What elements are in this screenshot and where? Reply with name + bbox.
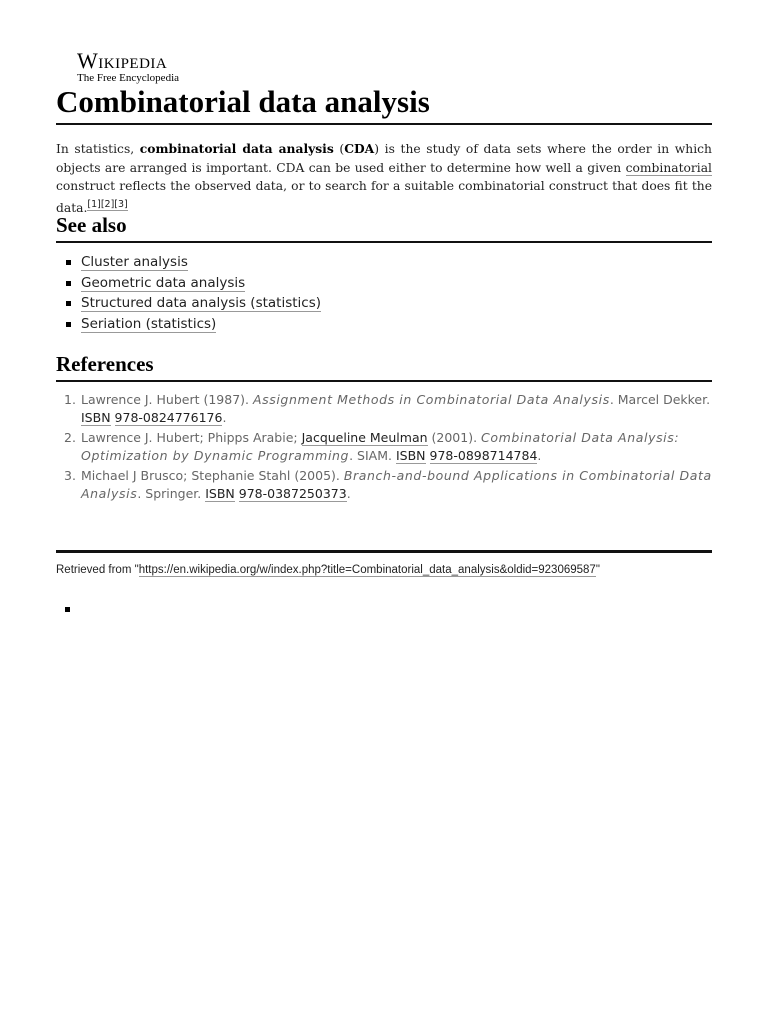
- isbn-number-link[interactable]: 978-0387250373: [238, 485, 347, 501]
- intro-text: In statistics,: [56, 142, 140, 156]
- list-item: [56, 314, 321, 335]
- intro-text: (: [333, 142, 345, 156]
- reference-title: Assignment Methods in Combinatorial Data Analysis: [252, 392, 610, 407]
- author-link[interactable]: Jacqueline Meulman: [301, 430, 428, 445]
- reference-number: 2.: [64, 430, 76, 445]
- reference-number: 1.: [64, 392, 76, 407]
- see-also-divider: [56, 241, 712, 243]
- footer-divider: [56, 550, 712, 553]
- citation-link-text[interactable]: [1][2][3]: [87, 198, 128, 210]
- isbn-link[interactable]: ISBN: [205, 485, 235, 501]
- see-also-list: [56, 252, 321, 334]
- reference-authors: Lawrence J. Hubert; Phipps Arabie;: [81, 430, 302, 445]
- bullet-icon: [66, 322, 71, 327]
- logo-wordmark: Wikipedia: [77, 48, 168, 73]
- isbn-number-link[interactable]: 978-0898714784: [429, 447, 538, 463]
- reference-publisher: . Springer.: [137, 485, 206, 501]
- reference-end: .: [222, 409, 227, 425]
- reference-number: 3.: [64, 468, 76, 483]
- see-also-link[interactable]: Cluster analysis: [81, 254, 188, 270]
- see-also-heading: See also: [56, 213, 127, 237]
- combinatorial-link[interactable]: combinatorial: [625, 160, 712, 175]
- reference-item: [56, 391, 712, 426]
- intro-paragraph: [56, 140, 712, 217]
- page-title: Combinatorial data analysis: [56, 84, 430, 119]
- bullet-icon: [66, 301, 71, 306]
- wikipedia-logo[interactable]: [77, 50, 179, 85]
- references-heading: References: [56, 352, 154, 376]
- references-list: [56, 391, 712, 505]
- source-url-link[interactable]: https://en.wikipedia.org/w/index.php?title=Combinatorial_data_analysis&oldid=923069587: [138, 564, 596, 576]
- see-also-link[interactable]: Structured data analysis (statistics): [81, 295, 322, 311]
- isbn-number-link[interactable]: 978-0824776176: [114, 409, 223, 425]
- reference-publisher: . Marcel Dekker.: [609, 392, 711, 407]
- reference-publisher: . SIAM.: [349, 447, 396, 463]
- citation-links[interactable]: [87, 199, 127, 211]
- reference-item: [56, 429, 712, 464]
- bullet-icon: [66, 260, 71, 265]
- reference-item: [56, 467, 712, 502]
- reference-authors: Lawrence J. Hubert (1987).: [81, 392, 253, 407]
- list-item: [56, 252, 321, 273]
- intro-bold-abbr: CDA: [344, 141, 375, 156]
- references-divider: [56, 380, 712, 382]
- reference-end: .: [346, 485, 351, 501]
- bullet-icon: [66, 281, 71, 286]
- bullet-icon: [65, 607, 70, 612]
- retrieved-from: [56, 564, 600, 576]
- reference-title: Branch-and-bound Applications in Combinatorial Data Analysis: [81, 468, 712, 501]
- reference-title: Combinatorial Data Analysis: Optimization by Dynamic Programming: [81, 430, 680, 463]
- reference-authors: Michael J Brusco; Stephanie Stahl (2005).: [81, 468, 344, 483]
- isbn-link[interactable]: ISBN: [81, 409, 111, 425]
- list-item: [56, 273, 321, 294]
- see-also-link[interactable]: Seriation (statistics): [81, 315, 217, 332]
- reference-end: .: [537, 447, 542, 463]
- retrieved-prefix: Retrieved from ": [56, 564, 139, 576]
- intro-text: ) is the study of data sets where the order in which objects are arranged is important. CDA can be used either to determine how well a given: [56, 142, 712, 175]
- title-divider: [56, 123, 712, 125]
- reference-year: (2001).: [427, 430, 482, 445]
- intro-text: construct reflects the observed data, or to search for a suitable combinatorial construct that does fit the data.: [56, 179, 712, 215]
- isbn-link[interactable]: ISBN: [395, 447, 426, 463]
- retrieved-suffix: ": [595, 564, 600, 576]
- list-item: [56, 293, 321, 314]
- intro-bold-term: combinatorial data analysis: [139, 141, 334, 156]
- logo-tagline: The Free Encyclopedia: [77, 72, 180, 84]
- see-also-link[interactable]: Geometric data analysis: [81, 274, 246, 291]
